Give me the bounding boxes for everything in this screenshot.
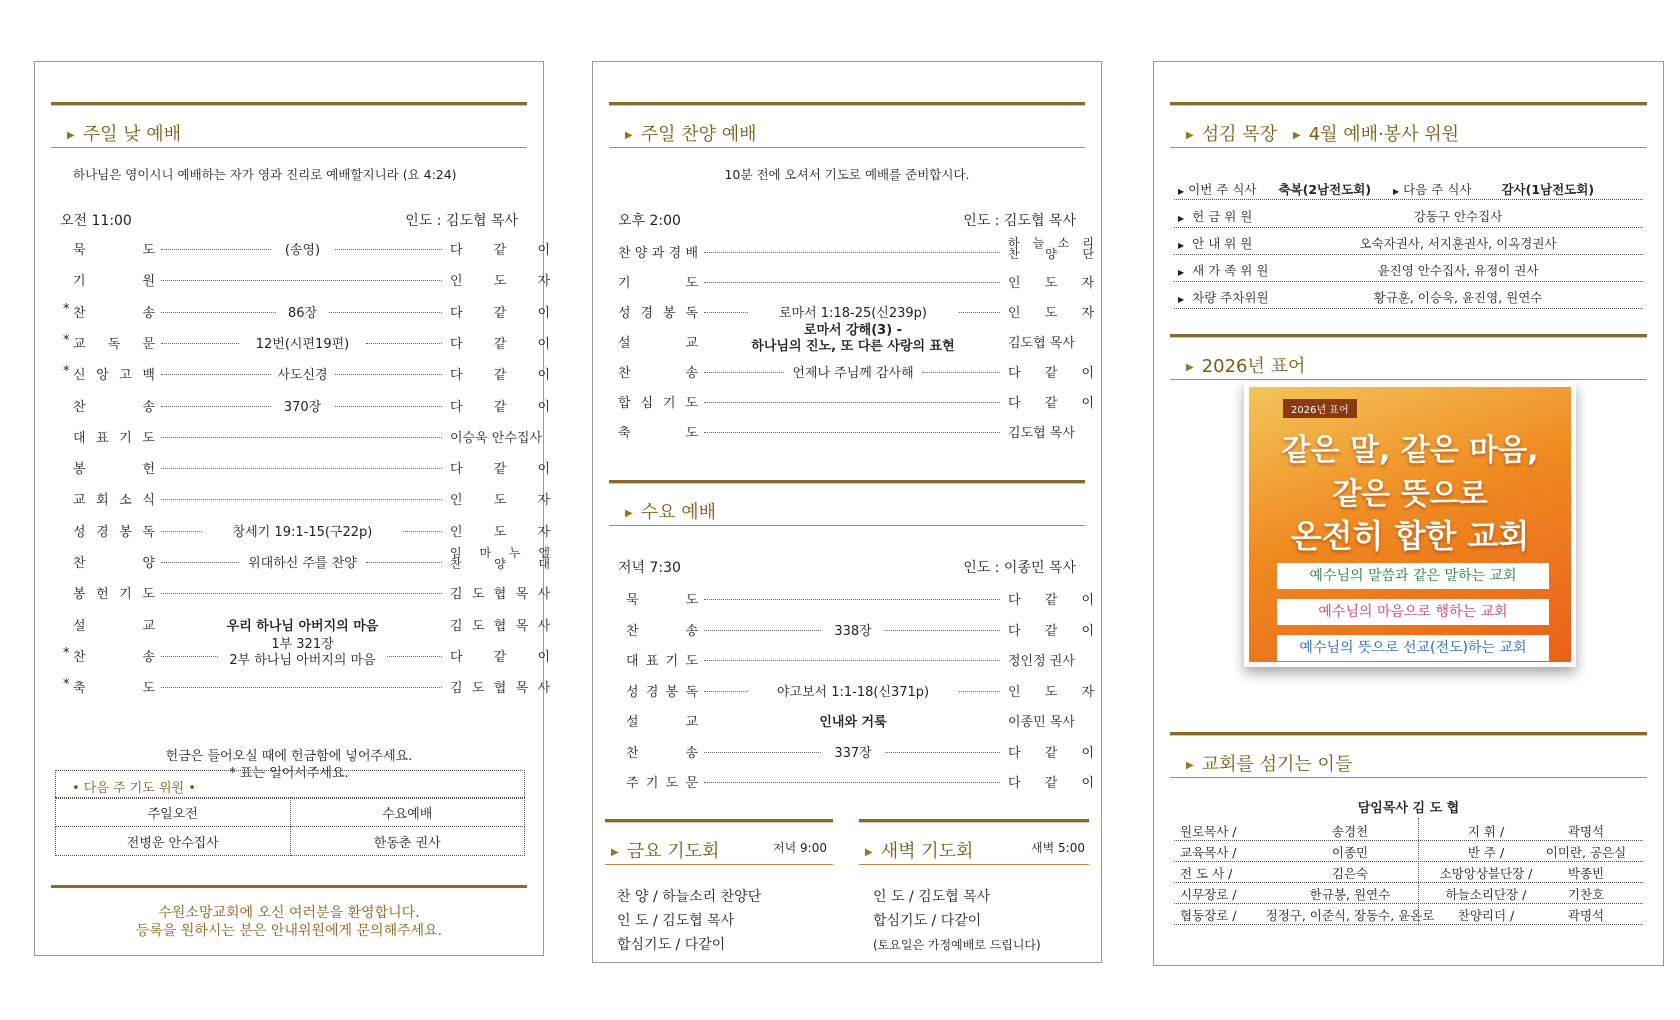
item-detail: 인내와 거룩 <box>819 715 887 730</box>
triangle-icon: ▶ <box>67 130 75 141</box>
item-person: 김 도 협 목 사 <box>450 681 550 697</box>
item-person: 인 도 자 <box>450 274 550 290</box>
committee-row <box>1178 288 1640 310</box>
item-label: 찬 송 <box>73 305 155 321</box>
item-detail: 338장 <box>834 623 872 639</box>
item-person: 다 같 이 <box>450 462 550 478</box>
staff-name: 곽명석 <box>1567 824 1605 839</box>
item-detail: 337장 <box>834 745 872 761</box>
divider <box>1174 840 1643 841</box>
committee-value: 윤진영 안수집사, 유정이 권사 <box>1377 263 1539 278</box>
item-person: 임 마 누 엘 찬 양 대 <box>450 546 550 571</box>
order-item <box>63 301 550 324</box>
meal-row <box>1178 180 1594 198</box>
leader-dots <box>704 599 1000 600</box>
leader-dots <box>704 312 748 313</box>
dawn-line: 인 도 / 김도협 목사 <box>873 889 991 905</box>
order-item <box>73 239 550 261</box>
leader-dots <box>704 782 1000 783</box>
staff-role: 시무장로 / <box>1180 887 1237 902</box>
dawn-line: (토요일은 가정예배로 드립니다) <box>873 938 1041 952</box>
item-detail: 야고보서 1:1-18(신371p) <box>776 684 930 700</box>
leader-dots <box>161 687 442 688</box>
leader-dots <box>922 372 1000 373</box>
prayer-committee-title-box <box>55 770 525 799</box>
committee-row <box>1178 261 1640 283</box>
staff-name: 박종빈 <box>1567 866 1605 881</box>
order-item <box>73 521 550 543</box>
service-time: 오전 11:00 <box>60 213 132 229</box>
service-leader: 인도 : 김도협 목사 <box>405 213 518 229</box>
item-label: 대 표 기 도 <box>626 654 698 669</box>
triangle-icon: ▶ <box>1178 187 1185 196</box>
sunday-morning-panel <box>34 61 550 956</box>
offering-note: 헌금은 들어오실 때에 헌금함에 넣어주세요. <box>165 749 413 764</box>
item-label: 성 경 봉 독 <box>73 524 155 540</box>
item-label: 설 교 <box>626 715 698 730</box>
prayer-committee-title: • 다음 주 기도 위원 • <box>72 781 196 796</box>
prayer-name-sunday: 전병운 안수집사 <box>56 827 291 856</box>
leader-dots <box>161 249 271 250</box>
divider <box>1174 227 1643 228</box>
item-person: 인 도 자 <box>450 493 550 509</box>
committee-value: 오숙자권사, 서지훈권사, 이옥경권사 <box>1359 236 1557 251</box>
item-person: 다 같 이 <box>1008 776 1094 791</box>
item-detail: 창세기 19:1-15(구22p) <box>232 524 373 540</box>
stand-marker: * <box>63 301 70 317</box>
item-person: 인 도 자 <box>1008 684 1094 700</box>
section-title: 교회를 섬기는 이들 <box>1201 754 1353 775</box>
item-label: 묵 도 <box>73 243 155 258</box>
item-label: 기 원 <box>73 274 155 290</box>
committee-row <box>1178 234 1640 256</box>
poster-badge: 2026년 표어 <box>1283 399 1357 418</box>
order-item <box>63 677 550 699</box>
friday-line: 찬 양 / 하늘소리 찬양단 <box>617 889 762 905</box>
staff-name: 정정구, 이준식, 장동수, 윤온로 <box>1265 908 1435 923</box>
item-person: 다 같 이 <box>450 243 550 258</box>
item-person: 다 같 이 <box>450 399 550 415</box>
friday-line: 인 도 / 김도협 목사 <box>617 913 735 929</box>
item-label: 찬 송 <box>626 623 698 639</box>
item-label: 찬 송 <box>73 649 155 665</box>
staff-role: 소망앙상블단장 / <box>1439 866 1533 881</box>
motto-poster <box>1244 382 1576 667</box>
item-label: 묵 도 <box>626 593 698 608</box>
leader-dots <box>161 531 202 532</box>
leader-dots <box>329 312 442 313</box>
friday-time: 저녁 9:00 <box>773 841 827 855</box>
leader-dots <box>885 752 1000 753</box>
leader-dots <box>366 343 442 344</box>
item-label: 성 경 봉 독 <box>626 684 698 700</box>
leader-dots <box>161 656 218 657</box>
meal-next-label: 다음 주 식사 <box>1403 182 1472 197</box>
order-item <box>73 396 550 418</box>
item-label: 축 도 <box>618 426 698 441</box>
order-item <box>73 489 550 511</box>
section-title: 수요 예배 <box>640 502 716 523</box>
order-item <box>626 681 1094 703</box>
item-label: 교 회 소 식 <box>73 493 155 509</box>
order-item <box>73 458 550 480</box>
prayer-name-wednesday: 한동춘 권사 <box>290 827 525 856</box>
staff-name: 한규봉, 원연수 <box>1309 887 1391 902</box>
ministry-panel <box>1153 61 1664 966</box>
triangle-icon: ▶ <box>865 847 873 858</box>
item-person: 김도협 목사 <box>1008 426 1075 441</box>
divider <box>1174 882 1643 883</box>
leader-dots <box>161 343 239 344</box>
divider <box>1174 903 1643 904</box>
section-title: 주일 낮 예배 <box>82 124 182 145</box>
divider <box>1174 281 1643 282</box>
leader-dots <box>387 656 442 657</box>
section-title: 새벽 기도회 <box>880 841 974 862</box>
verse-text: 하나님은 영이시니 예배하는 자가 영과 진리로 예배할지니라 (요 4:24) <box>73 167 457 182</box>
item-detail: 로마서 1:18-25(신239p) <box>779 306 927 321</box>
staff-role: 협동장로 / <box>1180 908 1237 923</box>
item-label: 축 도 <box>73 681 155 697</box>
item-person: 다 같 이 <box>1008 366 1094 381</box>
service-time: 오후 2:00 <box>618 213 681 229</box>
item-label: 합 심 기 도 <box>618 396 698 411</box>
order-item <box>73 546 550 574</box>
leader-dots <box>959 312 1001 313</box>
prayer-committee-table <box>55 797 525 856</box>
item-person: 다 같 이 <box>1008 745 1094 761</box>
divider <box>1174 308 1643 309</box>
item-person: 하 늘 소 리 찬 양 단 <box>1008 236 1094 261</box>
triangle-icon: ▶ <box>625 130 633 141</box>
item-person: 다 같 이 <box>450 368 550 384</box>
section-title: 금요 기도회 <box>626 841 720 862</box>
leader-dots <box>161 406 271 407</box>
leader-dots <box>335 249 443 250</box>
triangle-icon: ▶ <box>1186 130 1194 141</box>
item-person: 인 도 자 <box>1008 276 1094 291</box>
wed-time: 저녁 7:30 <box>618 560 681 576</box>
poster-line-2: 같은 뜻으로 <box>1332 477 1488 512</box>
item-label: 기 도 <box>618 276 698 291</box>
leader-dots <box>704 691 748 692</box>
item-person: 다 같 이 <box>450 649 550 665</box>
order-item <box>618 362 1094 384</box>
item-label: 주 기 도 문 <box>626 776 698 791</box>
order-item <box>626 772 1094 794</box>
item-person: 다 같 이 <box>1008 593 1094 608</box>
stand-marker: * <box>63 364 70 380</box>
item-label: 찬 송 <box>73 399 155 415</box>
dawn-line: 합심기도 / 다같이 <box>873 913 982 929</box>
item-label: 찬 송 <box>626 745 698 761</box>
leader-dots <box>161 280 442 281</box>
item-detail: 사도신경 <box>277 368 328 384</box>
order-item <box>626 711 1076 733</box>
staff-name: 이미란, 공은실 <box>1545 845 1627 860</box>
leader-dots <box>704 282 1000 283</box>
divider <box>1174 199 1643 200</box>
sunday-praise-panel <box>592 61 1102 963</box>
triangle-icon: ▶ <box>1393 187 1400 196</box>
item-label: 봉 헌 <box>73 462 155 478</box>
leader-dots <box>704 402 1000 403</box>
divider <box>1174 861 1643 862</box>
leader-dots <box>959 691 1001 692</box>
poster-pill-3: 예수님의 뜻으로 선교(전도)하는 교회 <box>1277 635 1549 661</box>
committee-label: ▶ 헌 금 위 원 <box>1178 209 1253 224</box>
prepare-note: 10분 전에 오셔서 기도로 예배를 준비합시다. <box>724 167 970 182</box>
item-detail: 1부 321장 2부 하나님 아버지의 마음 <box>229 636 376 668</box>
item-person: 이승욱 안수집사 <box>450 430 543 446</box>
section-header <box>51 102 527 148</box>
staff-name: 이종민 <box>1331 845 1369 860</box>
meal-this: 축복(2남전도회) <box>1278 182 1372 197</box>
triangle-icon: ▶ <box>1186 362 1194 373</box>
staff-name: 곽명석 <box>1567 908 1605 923</box>
item-detail: 언제나 주님께 감사해 <box>792 366 914 381</box>
item-label: 찬 양 과 경 배 <box>618 246 698 261</box>
item-person: 김 도 협 목 사 <box>450 587 550 603</box>
staff-role: 원로목사 / <box>1180 824 1237 839</box>
item-label: 성 경 봉 독 <box>618 306 698 321</box>
order-item <box>626 620 1094 642</box>
order-item <box>618 272 1094 294</box>
item-label: 찬 양 <box>73 556 155 571</box>
welcome-line-1: 수원소망교회에 오신 여러분을 환영합니다. <box>158 905 420 921</box>
poster-line-1: 같은 말, 같은 마음, <box>1281 433 1539 468</box>
leader-dots <box>161 593 442 594</box>
divider <box>51 885 527 888</box>
order-item <box>618 236 1094 264</box>
standing-note: * 표는 일어서주세요. <box>229 766 349 781</box>
staff-header <box>1170 732 1647 778</box>
order-item <box>618 392 1094 414</box>
committee-value: 강동구 안수집사 <box>1413 209 1503 224</box>
leader-dots <box>704 372 784 373</box>
section-title: 2026년 표어 <box>1201 356 1306 377</box>
item-detail: 12번(시편19편) <box>255 336 350 352</box>
dawn-time: 새벽 5:00 <box>1031 841 1085 855</box>
item-person: 다 같 이 <box>1008 623 1094 639</box>
leader-dots <box>704 432 1000 433</box>
leader-dots <box>366 562 442 563</box>
staff-role: 반 주 / <box>1467 845 1505 860</box>
dawn-header <box>859 819 1089 865</box>
item-person: 김도협 목사 <box>1008 336 1075 351</box>
item-person: 이종민 목사 <box>1008 715 1075 730</box>
order-item <box>626 742 1094 764</box>
prayer-col-wednesday: 수요예배 <box>290 798 525 827</box>
leader-dots <box>704 752 821 753</box>
section-header <box>1170 102 1647 148</box>
triangle-icon: ▶ <box>1292 130 1301 141</box>
order-item <box>73 427 543 449</box>
item-person: 인 도 자 <box>1008 306 1094 321</box>
item-detail: 우리 하나님 아버지의 마음 <box>226 618 379 634</box>
staff-role: 전 도 사 / <box>1180 866 1233 881</box>
poster-pill-1: 예수님의 말씀과 같은 말하는 교회 <box>1277 563 1549 589</box>
leader-dots <box>161 374 271 375</box>
friday-line: 합심기도 / 다같이 <box>617 937 726 953</box>
poster-pill-2: 예수님의 마음으로 행하는 교회 <box>1277 599 1549 625</box>
column-divider <box>1418 818 1419 924</box>
motto-header <box>1170 334 1647 380</box>
leader-dots <box>704 660 1000 661</box>
staff-name: 송경천 <box>1331 824 1369 839</box>
section-title: 주일 찬양 예배 <box>640 124 757 145</box>
item-detail: 위대하신 주를 찬양 <box>248 556 357 571</box>
stand-marker: * <box>63 645 70 661</box>
item-detail: 370장 <box>283 399 322 415</box>
leader-dots <box>161 562 239 563</box>
item-person: 다 같 이 <box>1008 396 1094 411</box>
item-label: 봉 헌 기 도 <box>73 587 155 603</box>
item-label: 찬 송 <box>618 366 698 381</box>
order-item <box>626 650 1076 672</box>
leader-dots <box>335 406 443 407</box>
order-item <box>63 332 550 355</box>
friday-header <box>605 819 833 865</box>
committee-row <box>1178 207 1640 229</box>
welcome-line-2: 등록을 원하시는 분은 안내위원에게 문의해주세요. <box>135 923 443 939</box>
leader-dots <box>161 312 276 313</box>
order-item <box>73 583 550 605</box>
order-item <box>626 589 1094 611</box>
leader-dots <box>161 468 442 469</box>
item-label: 설 교 <box>618 336 698 351</box>
committee-label: ▶ 새 가 족 위 원 <box>1178 263 1269 278</box>
triangle-icon: ▶ <box>625 508 633 519</box>
order-item <box>618 302 1094 324</box>
order-item <box>618 323 1078 354</box>
leader-dots <box>161 437 442 438</box>
service-leader: 인도 : 김도협 목사 <box>963 213 1076 229</box>
order-item <box>73 270 550 292</box>
leader-dots <box>161 499 442 500</box>
item-label: 신 앙 고 백 <box>73 368 155 384</box>
prayer-col-sunday: 주일오전 <box>56 798 291 827</box>
item-person: 정인정 권사 <box>1008 654 1075 669</box>
item-person: 김 도 협 목 사 <box>450 618 550 634</box>
order-item <box>63 636 550 668</box>
order-item <box>63 364 550 386</box>
divider <box>1174 924 1643 925</box>
leader-dots <box>335 374 443 375</box>
divider <box>1174 254 1643 255</box>
dawn-lines <box>873 885 1041 957</box>
leader-dots <box>704 630 821 631</box>
item-person: 다 같 이 <box>450 336 550 352</box>
wed-leader: 인도 : 이종민 목사 <box>963 560 1076 576</box>
item-detail: 86장 <box>287 305 318 321</box>
triangle-icon: ▶ <box>611 847 619 858</box>
order-item <box>618 422 1078 444</box>
section-title-2: 4월 예배·봉사 위원 <box>1308 124 1460 145</box>
stand-marker: * <box>63 677 70 693</box>
stand-marker: * <box>63 332 70 348</box>
item-label: 대 표 기 도 <box>73 430 155 446</box>
leader-dots <box>403 531 442 532</box>
committee-label: ▶ 차량 주차위원 <box>1178 290 1269 305</box>
leader-dots <box>885 630 1000 631</box>
committee-value: 황규훈, 이승욱, 윤진영, 원연수 <box>1373 290 1543 305</box>
committee-label: ▶ 안 내 위 원 <box>1178 236 1253 251</box>
staff-name: 기찬호 <box>1567 887 1605 902</box>
wednesday-header <box>609 480 1085 526</box>
meal-this-label: 이번 주 식사 <box>1188 182 1257 197</box>
item-detail: (송영) <box>284 243 321 258</box>
staff-role: 찬양리더 / <box>1457 908 1515 923</box>
section-title: 섬김 목장 <box>1201 124 1277 145</box>
staff-role: 교육목사 / <box>1180 845 1237 860</box>
item-label: 설 교 <box>73 618 155 634</box>
item-person: 인 도 자 <box>450 524 550 540</box>
staff-role: 지 휘 / <box>1467 824 1505 839</box>
leader-dots <box>704 252 1000 253</box>
poster-line-3: 온전히 합한 교회 <box>1290 517 1530 555</box>
item-person: 다 같 이 <box>450 305 550 321</box>
order-item <box>73 615 550 637</box>
item-detail: 로마서 강해(3) - 하나님의 진노, 또 다른 사랑의 표현 <box>751 323 955 354</box>
senior-pastor: 담임목사 김 도 협 <box>1357 801 1460 816</box>
item-label: 교 독 문 <box>73 336 155 352</box>
staff-name: 김은숙 <box>1331 866 1369 881</box>
friday-lines <box>617 885 761 957</box>
triangle-icon: ▶ <box>1186 760 1194 771</box>
section-header <box>609 102 1085 148</box>
staff-role: 하늘소리단장 / <box>1445 887 1527 902</box>
meal-next: 감사(1남전도회) <box>1501 182 1595 197</box>
